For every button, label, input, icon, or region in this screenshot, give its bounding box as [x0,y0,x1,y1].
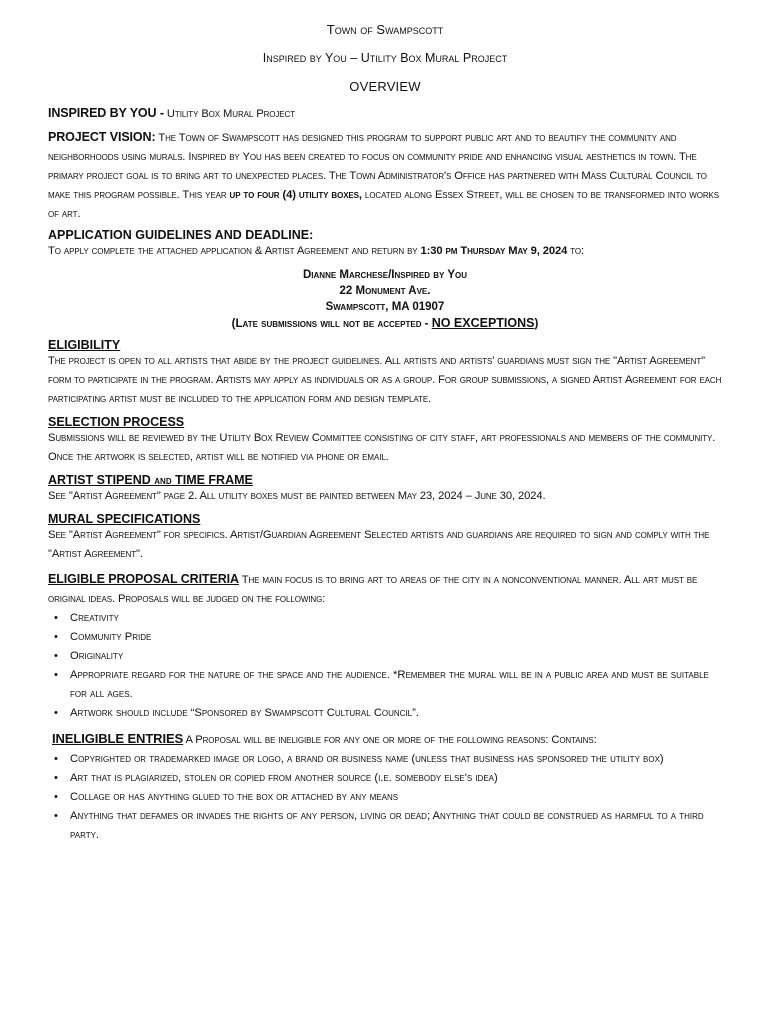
selection-heading: SELECTION PROCESS [48,415,185,429]
guidelines-tail: to: [567,245,585,257]
overview-heading: OVERVIEW [349,79,421,94]
list-item [54,788,722,807]
vision-label: PROJECT VISION: [48,130,156,144]
criteria-paragraph [48,570,722,609]
vision-tail: located along Essex Street, will be chosen to be transformed into works of art. [48,189,719,220]
ineligible-item-text: Art that is plagiarized, stolen or copied from another source (i.e. somebody else's idea) [70,772,498,784]
bullet-icon: • [54,669,58,681]
ineligible-item-text: Copyrighted or trademarked image or logo, a brand or business name (unless that business has sponsored the utility box) [70,753,664,765]
ineligible-item-text: Anything that defames or invades the rights of any person, living or dead; Anything that could be construed as harmful to a third party. [70,810,704,841]
bullet-icon: • [54,707,58,719]
bullet-icon: • [54,612,58,624]
guidelines-heading: APPLICATION GUIDELINES AND DEADLINE: [48,228,314,242]
stipend-label-and: and [154,475,172,487]
late-notice [48,315,722,332]
mailing-address [48,267,722,332]
criteria-item-text: Creativity [70,612,119,624]
list-item [54,704,722,723]
specs-heading: MURAL SPECIFICATIONS [48,512,201,526]
guidelines-body: To apply complete the attached application & Artist Agreement and return by [48,245,421,257]
criteria-item-text: Originality [70,650,124,662]
vision-bold: up to four (4) utility boxes, [229,189,362,201]
ineligible-paragraph [48,729,722,750]
specs-text: See "Artist Agreement" for specifics. Artist/Guardian Agreement Selected artists and guardians are required to sign and comply with the "Artist Agreement". [48,529,710,560]
address-line-2: 22 Monument Ave. [339,285,431,297]
list-item [54,807,722,845]
criteria-heading: ELIGIBLE PROPOSAL CRITERIA [48,572,239,586]
criteria-item-text: Community Pride [70,631,152,643]
intro-label: INSPIRED BY YOU - [48,106,164,120]
list-item [54,647,722,666]
deadline: 1:30 pm Thursday May 9, 2024 [420,245,568,257]
stipend-text: See "Artist Agreement" page 2. All utility boxes must be painted between May 23, 2024 – June 30, 2024. [48,490,546,502]
intro-text: Utility Box Mural Project [163,108,295,120]
list-item [54,750,722,769]
stipend-label-b: TIME FRAME [171,473,253,487]
stipend-heading [48,473,722,487]
bullet-icon: • [54,772,58,784]
vision-text: The Town of Swampscott has designed this program to support public art and to beautify the community and neighborhoods using murals. Inspired by You has been created to focus on community pride and enhancing visual aesthetics in town. The primary project goal is to bring art to unexpected places. The Town Administrator's Office has partnered with Mass Cultural Council to make this program possible. This year [48,132,707,201]
bullet-icon: • [54,650,58,662]
intro-line [48,104,722,124]
address-line-3: Swampscott, MA 01907 [325,301,445,313]
bullet-icon: • [54,791,58,803]
address-line-1: Dianne Marchese/Inspired by You [302,269,467,281]
late-prefix: (Late submissions will not be accepted - [231,318,432,330]
ineligible-text: A Proposal will be ineligible for any one or more of the following reasons: Contains: [183,734,597,746]
list-item [54,666,722,704]
project-vision [48,128,722,224]
bullet-icon: • [54,753,58,765]
selection-text: Submissions will be reviewed by the Utility Box Review Committee consisting of city staff, art professionals and members of the community. Once the artwork is selected, artist will be notified via phone or email. [48,432,716,463]
list-item [54,609,722,628]
bullet-icon: • [54,810,58,822]
town-title: Town of Swampscott [326,22,444,37]
late-suffix: ) [534,318,539,330]
list-item [54,769,722,788]
ineligible-item-text: Collage or has anything glued to the box or attached by any means [70,791,399,803]
bullet-icon: • [54,631,58,643]
criteria-list [48,609,722,723]
project-title: Inspired by You – Utility Box Mural Project [262,51,508,65]
eligibility-text: The project is open to all artists that abide by the project guidelines. All artists and artists' guardians must sign the "Artist Agreement" form to participate in the program. Artists may apply as individuals or as a group. For group submissions, a signed Artist Agreement for each participating artist must be included to the application form and design template. [48,355,722,405]
criteria-item-text: Appropriate regard for the nature of the space and the audience. *Remember the mural will be in a public area and must be suitable for all ages. [70,669,709,700]
list-item [54,628,722,647]
criteria-text: The main focus is to bring art to areas of the city in a nonconventional manner. All art must be original ideas. Proposals will be judged on the following: [48,574,698,605]
ineligible-list [48,750,722,845]
eligibility-heading: ELIGIBILITY [48,338,121,352]
criteria-item-text: Artwork should include “Sponsored by Swampscott Cultural Council”. [70,707,419,719]
no-exceptions: NO EXCEPTIONS [431,316,535,330]
stipend-label-a: ARTIST STIPEND [48,473,155,487]
ineligible-heading: INELIGIBLE ENTRIES [52,731,184,746]
guidelines-text [48,242,722,261]
